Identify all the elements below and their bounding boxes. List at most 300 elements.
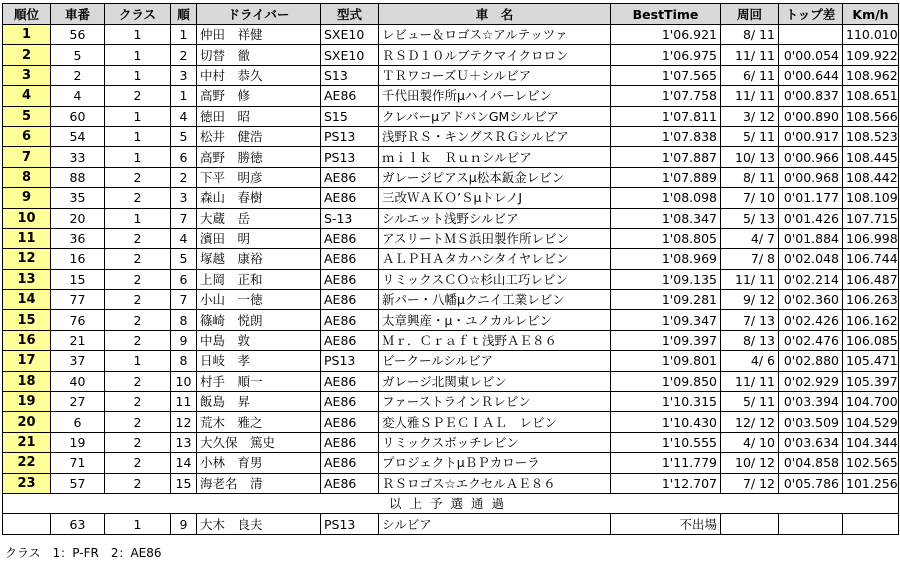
car-name-cell: 浅野ＲＳ・キングスＲＧシルビア: [379, 126, 611, 146]
car-number-cell: 63: [51, 514, 105, 534]
table-row: [3, 290, 899, 310]
class-cell: 2: [105, 249, 171, 269]
speed-cell: 104.529: [843, 412, 899, 432]
driver-cell: 塚越 康裕: [197, 249, 321, 269]
class-order-cell: 14: [171, 453, 197, 473]
car-name-cell: レビュー＆ロゴス☆アルテッツァ: [379, 25, 611, 45]
car-name-cell: 変人雅ＳＰＥＣＩＡＬ レビン: [379, 412, 611, 432]
laps-cell: 9/ 12: [721, 290, 779, 310]
car-number-cell: 33: [51, 147, 105, 167]
laps-cell: 10/ 12: [721, 453, 779, 473]
best-time-cell: 不出場: [611, 514, 721, 534]
class-order-cell: 13: [171, 432, 197, 452]
column-header: 車 名: [379, 4, 611, 25]
laps-cell: 4/ 10: [721, 432, 779, 452]
speed-cell: 108.962: [843, 65, 899, 85]
car-name-cell: 三改ＷＡＫＯ’ＳμトレノЈ: [379, 188, 611, 208]
results-wrapper: [2, 3, 898, 560]
model-cell: AE86: [321, 188, 379, 208]
column-header: 順: [171, 4, 197, 25]
car-name-cell: ガレージ北関東レビン: [379, 371, 611, 391]
top-gap-cell: 0'00.968: [779, 167, 843, 187]
top-gap-cell: 0'02.929: [779, 371, 843, 391]
table-row: [3, 310, 899, 330]
class-cell: 2: [105, 412, 171, 432]
column-header: ドライバー: [197, 4, 321, 25]
model-cell: PS13: [321, 126, 379, 146]
model-cell: SXE10: [321, 45, 379, 65]
best-time-cell: 1'07.838: [611, 126, 721, 146]
speed-cell: 104.344: [843, 432, 899, 452]
driver-cell: 日岐 孝: [197, 351, 321, 371]
class-cell: 2: [105, 453, 171, 473]
class-order-cell: 12: [171, 412, 197, 432]
laps-cell: 11/ 11: [721, 45, 779, 65]
car-number-cell: 54: [51, 126, 105, 146]
speed-cell: 107.715: [843, 208, 899, 228]
laps-cell: 6/ 11: [721, 65, 779, 85]
laps-cell: 5/ 11: [721, 392, 779, 412]
class-order-cell: 5: [171, 126, 197, 146]
speed-cell: 106.998: [843, 228, 899, 248]
position-cell: 12: [3, 249, 51, 269]
laps-cell: 7/ 10: [721, 188, 779, 208]
car-number-cell: 4: [51, 86, 105, 106]
car-name-cell: ガレージピアスμ松本鈑金レビン: [379, 167, 611, 187]
car-number-cell: 5: [51, 45, 105, 65]
model-cell: S13: [321, 65, 379, 85]
table-row: [3, 228, 899, 248]
car-name-cell: ＲＳロゴス☆エクセルＡＥ８６: [379, 473, 611, 493]
best-time-cell: 1'11.779: [611, 453, 721, 473]
laps-cell: 7/ 8: [721, 249, 779, 269]
position-cell: 1: [3, 25, 51, 45]
car-number-cell: 57: [51, 473, 105, 493]
car-number-cell: 40: [51, 371, 105, 391]
class-cell: 2: [105, 228, 171, 248]
model-cell: AE86: [321, 432, 379, 452]
header-row: [3, 4, 899, 25]
driver-cell: 荒木 雅之: [197, 412, 321, 432]
top-gap-cell: 0'03.509: [779, 412, 843, 432]
driver-cell: 篠崎 悦朗: [197, 310, 321, 330]
top-gap-cell: [779, 514, 843, 534]
driver-cell: 高野 修: [197, 86, 321, 106]
position-cell: 11: [3, 228, 51, 248]
car-number-cell: 88: [51, 167, 105, 187]
class-cell: 2: [105, 392, 171, 412]
table-row: [3, 392, 899, 412]
table-row: [3, 371, 899, 391]
driver-cell: 小林 育男: [197, 453, 321, 473]
top-gap-cell: 0'02.214: [779, 269, 843, 289]
table-row: [3, 453, 899, 473]
speed-cell: 108.109: [843, 188, 899, 208]
table-row: [3, 65, 899, 85]
best-time-cell: 1'07.811: [611, 106, 721, 126]
class-cell: 2: [105, 269, 171, 289]
model-cell: PS13: [321, 147, 379, 167]
speed-cell: 108.566: [843, 106, 899, 126]
driver-cell: 松井 健浩: [197, 126, 321, 146]
best-time-cell: 1'10.430: [611, 412, 721, 432]
model-cell: AE86: [321, 269, 379, 289]
car-number-cell: 19: [51, 432, 105, 452]
speed-cell: 101.256: [843, 473, 899, 493]
speed-cell: 106.263: [843, 290, 899, 310]
best-time-cell: 1'09.850: [611, 371, 721, 391]
class-cell: 2: [105, 86, 171, 106]
model-cell: AE86: [321, 330, 379, 350]
table-row: [3, 269, 899, 289]
position-cell: 23: [3, 473, 51, 493]
laps-cell: 8/ 11: [721, 25, 779, 45]
top-gap-cell: 0'05.786: [779, 473, 843, 493]
top-gap-cell: 0'00.644: [779, 65, 843, 85]
laps-cell: 11/ 11: [721, 86, 779, 106]
column-header: 順位: [3, 4, 51, 25]
position-cell: 10: [3, 208, 51, 228]
column-header: 車番: [51, 4, 105, 25]
class-order-cell: 6: [171, 147, 197, 167]
best-time-cell: 1'09.397: [611, 330, 721, 350]
class-order-cell: 9: [171, 330, 197, 350]
car-name-cell: リミックスＣＯ☆杉山工巧レビン: [379, 269, 611, 289]
qualified-separator-row: [3, 493, 899, 513]
results-body: [3, 25, 899, 535]
table-row: [3, 188, 899, 208]
speed-cell: 106.085: [843, 330, 899, 350]
class-order-cell: 3: [171, 188, 197, 208]
results-table: [2, 3, 899, 535]
car-number-cell: 37: [51, 351, 105, 371]
position-cell: 13: [3, 269, 51, 289]
class-cell: 2: [105, 473, 171, 493]
best-time-cell: 1'07.565: [611, 65, 721, 85]
table-row: [3, 330, 899, 350]
speed-cell: 104.700: [843, 392, 899, 412]
position-cell: 22: [3, 453, 51, 473]
table-row: [3, 208, 899, 228]
top-gap-cell: 0'03.634: [779, 432, 843, 452]
car-name-cell: シルエット浅野シルビア: [379, 208, 611, 228]
position-cell: 18: [3, 371, 51, 391]
best-time-cell: 1'08.969: [611, 249, 721, 269]
car-number-cell: 71: [51, 453, 105, 473]
class-order-cell: 6: [171, 269, 197, 289]
top-gap-cell: 0'04.858: [779, 453, 843, 473]
laps-cell: 11/ 11: [721, 269, 779, 289]
speed-cell: 108.523: [843, 126, 899, 146]
car-number-cell: 2: [51, 65, 105, 85]
car-number-cell: 35: [51, 188, 105, 208]
class-cell: 1: [105, 147, 171, 167]
class-legend: クラス 1：P-FR 2：AE86: [5, 546, 162, 560]
speed-cell: 109.922: [843, 45, 899, 65]
laps-cell: 5/ 11: [721, 126, 779, 146]
position-cell: 20: [3, 412, 51, 432]
driver-cell: 飯島 昇: [197, 392, 321, 412]
position-cell: 14: [3, 290, 51, 310]
car-number-cell: 76: [51, 310, 105, 330]
car-number-cell: 36: [51, 228, 105, 248]
column-header: 周回: [721, 4, 779, 25]
top-gap-cell: 0'03.394: [779, 392, 843, 412]
class-order-cell: 2: [171, 45, 197, 65]
table-row: [3, 432, 899, 452]
top-gap-cell: 0'00.837: [779, 86, 843, 106]
car-number-cell: 77: [51, 290, 105, 310]
model-cell: AE86: [321, 249, 379, 269]
car-number-cell: 16: [51, 249, 105, 269]
class-order-cell: 2: [171, 167, 197, 187]
model-cell: AE86: [321, 310, 379, 330]
driver-cell: 森山 春樹: [197, 188, 321, 208]
speed-cell: 110.010: [843, 25, 899, 45]
car-name-cell: ＴＲワコーズＵ＋シルビア: [379, 65, 611, 85]
model-cell: AE86: [321, 392, 379, 412]
car-name-cell: 太章興産・μ・ユノカルレビン: [379, 310, 611, 330]
position-cell: 15: [3, 310, 51, 330]
model-cell: AE86: [321, 473, 379, 493]
car-number-cell: 20: [51, 208, 105, 228]
laps-cell: 7/ 13: [721, 310, 779, 330]
table-row: [3, 351, 899, 371]
table-row: [3, 147, 899, 167]
top-gap-cell: 0'02.426: [779, 310, 843, 330]
speed-cell: 105.397: [843, 371, 899, 391]
driver-cell: 濱田 明: [197, 228, 321, 248]
model-cell: PS13: [321, 351, 379, 371]
driver-cell: 下平 明彦: [197, 167, 321, 187]
speed-cell: [843, 514, 899, 534]
top-gap-cell: 0'02.048: [779, 249, 843, 269]
class-cell: 2: [105, 371, 171, 391]
class-cell: 1: [105, 208, 171, 228]
laps-cell: 4/ 7: [721, 228, 779, 248]
column-header: トップ差: [779, 4, 843, 25]
driver-cell: 上岡 正和: [197, 269, 321, 289]
speed-cell: 108.651: [843, 86, 899, 106]
best-time-cell: 1'09.801: [611, 351, 721, 371]
car-name-cell: アスリートＭＳ浜田製作所レビン: [379, 228, 611, 248]
speed-cell: 102.565: [843, 453, 899, 473]
class-cell: 2: [105, 188, 171, 208]
car-number-cell: 6: [51, 412, 105, 432]
class-order-cell: 7: [171, 290, 197, 310]
driver-cell: 仲田 祥健: [197, 25, 321, 45]
speed-cell: 108.445: [843, 147, 899, 167]
model-cell: AE86: [321, 371, 379, 391]
class-cell: 2: [105, 432, 171, 452]
table-row: [3, 126, 899, 146]
best-time-cell: 1'12.707: [611, 473, 721, 493]
class-order-cell: 4: [171, 228, 197, 248]
table-row: [3, 86, 899, 106]
position-cell: 17: [3, 351, 51, 371]
best-time-cell: 1'10.315: [611, 392, 721, 412]
car-number-cell: 21: [51, 330, 105, 350]
laps-cell: 10/ 13: [721, 147, 779, 167]
driver-cell: 高野 勝徳: [197, 147, 321, 167]
speed-cell: 106.487: [843, 269, 899, 289]
laps-cell: 12/ 12: [721, 412, 779, 432]
car-number-cell: 15: [51, 269, 105, 289]
top-gap-cell: 0'01.177: [779, 188, 843, 208]
model-cell: PS13: [321, 514, 379, 534]
class-order-cell: 1: [171, 25, 197, 45]
best-time-cell: 1'06.975: [611, 45, 721, 65]
column-header: BestTime: [611, 4, 721, 25]
laps-cell: 11/ 11: [721, 371, 779, 391]
best-time-cell: 1'06.921: [611, 25, 721, 45]
top-gap-cell: 0'00.917: [779, 126, 843, 146]
driver-cell: 村手 順一: [197, 371, 321, 391]
speed-cell: 108.442: [843, 167, 899, 187]
car-name-cell: 千代田製作所μハイパーレビン: [379, 86, 611, 106]
column-header: 型式: [321, 4, 379, 25]
position-cell: 7: [3, 147, 51, 167]
car-name-cell: ファーストラインＲレビン: [379, 392, 611, 412]
class-cell: 1: [105, 514, 171, 534]
car-name-cell: Ｍｒ．Ｃｒａｆｔ浅野ＡＥ８６: [379, 330, 611, 350]
top-gap-cell: 0'00.966: [779, 147, 843, 167]
model-cell: AE86: [321, 228, 379, 248]
top-gap-cell: 0'02.476: [779, 330, 843, 350]
class-order-cell: 11: [171, 392, 197, 412]
car-name-cell: シルビア: [379, 514, 611, 534]
model-cell: AE86: [321, 86, 379, 106]
top-gap-cell: 0'01.426: [779, 208, 843, 228]
car-name-cell: 新パー・八幡μクニイ工業レビン: [379, 290, 611, 310]
laps-cell: [721, 514, 779, 534]
class-order-cell: 15: [171, 473, 197, 493]
car-name-cell: プロジェクトμＢＰカローラ: [379, 453, 611, 473]
model-cell: S15: [321, 106, 379, 126]
table-row: [3, 412, 899, 432]
position-cell: 19: [3, 392, 51, 412]
driver-cell: 大木 良夫: [197, 514, 321, 534]
top-gap-cell: 0'02.880: [779, 351, 843, 371]
driver-cell: 徳田 昭: [197, 106, 321, 126]
position-cell: 3: [3, 65, 51, 85]
class-cell: 1: [105, 45, 171, 65]
position-cell: 8: [3, 167, 51, 187]
table-row: [3, 473, 899, 493]
best-time-cell: 1'08.805: [611, 228, 721, 248]
class-cell: 1: [105, 25, 171, 45]
car-number-cell: 27: [51, 392, 105, 412]
laps-cell: 8/ 13: [721, 330, 779, 350]
top-gap-cell: 0'00.054: [779, 45, 843, 65]
best-time-cell: 1'09.135: [611, 269, 721, 289]
speed-cell: 106.744: [843, 249, 899, 269]
position-cell: 2: [3, 45, 51, 65]
class-cell: 1: [105, 65, 171, 85]
qualified-separator-label: 以上予選通過: [3, 493, 899, 513]
top-gap-cell: [779, 25, 843, 45]
table-row: [3, 514, 899, 534]
speed-cell: 105.471: [843, 351, 899, 371]
position-cell: [3, 514, 51, 534]
model-cell: SXE10: [321, 25, 379, 45]
model-cell: AE86: [321, 453, 379, 473]
model-cell: AE86: [321, 167, 379, 187]
car-name-cell: リミックスボッチレビン: [379, 432, 611, 452]
class-order-cell: 7: [171, 208, 197, 228]
position-cell: 6: [3, 126, 51, 146]
model-cell: S-13: [321, 208, 379, 228]
car-name-cell: ＡＬＰＨＡタカハシタイヤレビン: [379, 249, 611, 269]
best-time-cell: 1'09.347: [611, 310, 721, 330]
class-cell: 1: [105, 351, 171, 371]
driver-cell: 海老名 清: [197, 473, 321, 493]
class-order-cell: 1: [171, 86, 197, 106]
class-order-cell: 4: [171, 106, 197, 126]
position-cell: 5: [3, 106, 51, 126]
position-cell: 4: [3, 86, 51, 106]
laps-cell: 4/ 6: [721, 351, 779, 371]
class-cell: 2: [105, 310, 171, 330]
table-row: [3, 249, 899, 269]
column-header: Km/h: [843, 4, 899, 25]
car-name-cell: クレバーμアドバンGMシルビア: [379, 106, 611, 126]
best-time-cell: 1'09.281: [611, 290, 721, 310]
class-order-cell: 8: [171, 310, 197, 330]
best-time-cell: 1'07.887: [611, 147, 721, 167]
class-cell: 1: [105, 126, 171, 146]
driver-cell: 切替 徹: [197, 45, 321, 65]
position-cell: 9: [3, 188, 51, 208]
table-row: [3, 106, 899, 126]
laps-cell: 5/ 13: [721, 208, 779, 228]
column-header: クラス: [105, 4, 171, 25]
class-cell: 2: [105, 290, 171, 310]
class-order-cell: 3: [171, 65, 197, 85]
driver-cell: 大久保 篤史: [197, 432, 321, 452]
laps-cell: 3/ 12: [721, 106, 779, 126]
best-time-cell: 1'07.758: [611, 86, 721, 106]
car-name-cell: ＲＳＤ１０ルブテクマイクロロン: [379, 45, 611, 65]
model-cell: AE86: [321, 290, 379, 310]
laps-cell: 8/ 11: [721, 167, 779, 187]
driver-cell: 中島 敦: [197, 330, 321, 350]
best-time-cell: 1'08.347: [611, 208, 721, 228]
top-gap-cell: 0'02.360: [779, 290, 843, 310]
model-cell: AE86: [321, 412, 379, 432]
table-row: [3, 45, 899, 65]
class-order-cell: 9: [171, 514, 197, 534]
class-order-cell: 8: [171, 351, 197, 371]
top-gap-cell: 0'00.890: [779, 106, 843, 126]
best-time-cell: 1'10.555: [611, 432, 721, 452]
driver-cell: 中村 恭久: [197, 65, 321, 85]
laps-cell: 7/ 12: [721, 473, 779, 493]
driver-cell: 小山 一徳: [197, 290, 321, 310]
car-number-cell: 56: [51, 25, 105, 45]
class-order-cell: 5: [171, 249, 197, 269]
position-cell: 16: [3, 330, 51, 350]
best-time-cell: 1'08.098: [611, 188, 721, 208]
position-cell: 21: [3, 432, 51, 452]
table-row: [3, 167, 899, 187]
class-order-cell: 10: [171, 371, 197, 391]
best-time-cell: 1'07.889: [611, 167, 721, 187]
driver-cell: 大蔵 岳: [197, 208, 321, 228]
speed-cell: 106.162: [843, 310, 899, 330]
class-cell: 2: [105, 330, 171, 350]
top-gap-cell: 0'01.884: [779, 228, 843, 248]
